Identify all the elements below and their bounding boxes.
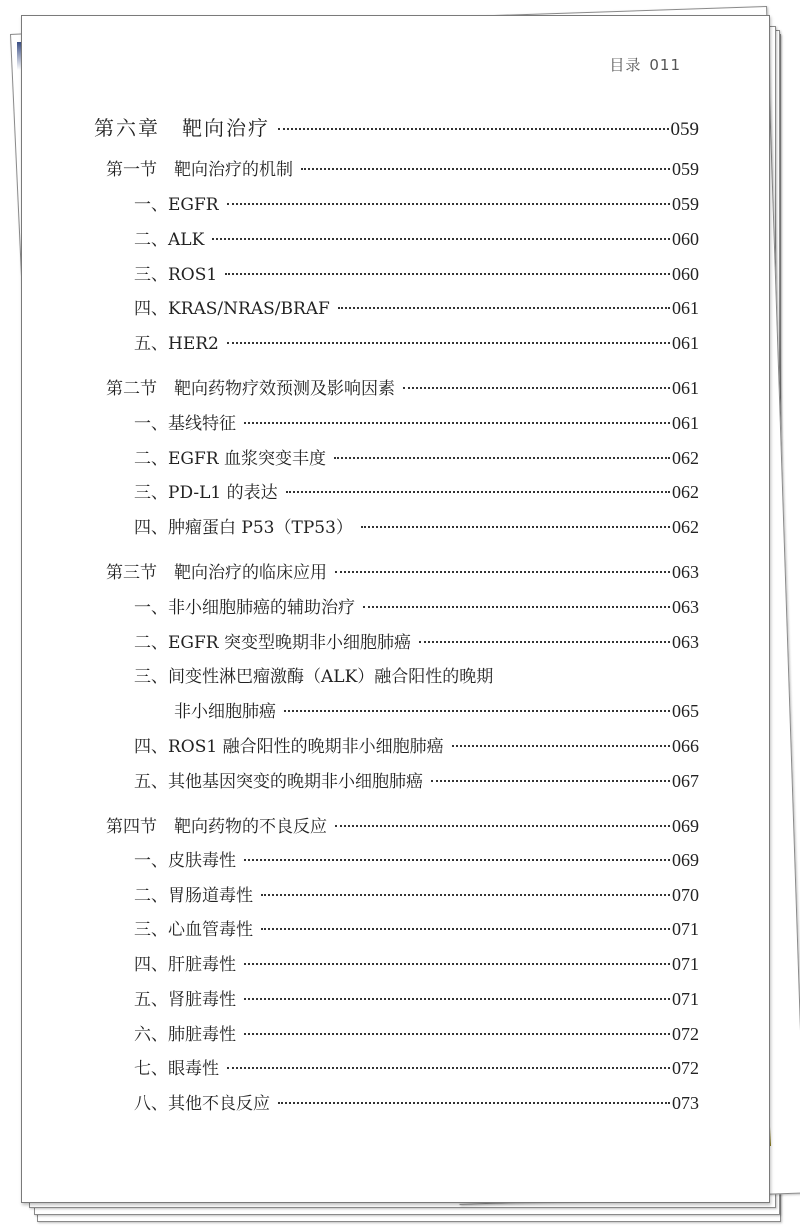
dot-leader bbox=[334, 457, 670, 459]
toc-page-number: 061 bbox=[672, 333, 699, 353]
toc-entry-title: 五、HER2 bbox=[134, 334, 219, 354]
toc-item[interactable] bbox=[134, 768, 699, 794]
toc-entry-title: 五、肾脏毒性 bbox=[134, 990, 236, 1010]
toc-chapter-title: 第六章 靶向治疗 bbox=[94, 116, 270, 140]
toc-entry-title: 三、心血管毒性 bbox=[134, 920, 253, 940]
toc-entry-title: 第二节 靶向药物疗效预测及影响因素 bbox=[106, 379, 395, 399]
toc-entry-title: 二、ALK bbox=[134, 230, 205, 250]
toc-page-number: 060 bbox=[672, 264, 699, 284]
dot-leader bbox=[335, 825, 670, 827]
toc-entry-title: 七、眼毒性 bbox=[134, 1059, 219, 1079]
toc-item[interactable] bbox=[134, 664, 493, 690]
toc-entry-title: 八、其他不良反应 bbox=[134, 1094, 270, 1114]
toc-item[interactable] bbox=[134, 594, 699, 620]
dot-leader bbox=[452, 745, 670, 747]
toc-page-number: 059 bbox=[670, 119, 699, 140]
dot-leader bbox=[335, 571, 670, 573]
toc-page-number: 070 bbox=[672, 885, 699, 905]
toc-item[interactable] bbox=[134, 1055, 699, 1081]
toc-page-number: 061 bbox=[672, 413, 699, 433]
toc-item[interactable] bbox=[134, 191, 699, 217]
dot-leader bbox=[403, 387, 670, 389]
dot-leader bbox=[244, 422, 670, 424]
toc-item[interactable] bbox=[134, 847, 699, 873]
toc-entry-title: 一、非小细胞肺癌的辅助治疗 bbox=[134, 598, 355, 618]
toc-page-number: 059 bbox=[672, 194, 699, 214]
dot-leader bbox=[244, 998, 670, 1000]
toc-page-number: 065 bbox=[672, 701, 699, 721]
toc-item[interactable] bbox=[134, 951, 699, 977]
toc-page-number: 063 bbox=[672, 597, 699, 617]
toc-page-number: 071 bbox=[672, 989, 699, 1009]
dot-leader bbox=[227, 1067, 670, 1069]
toc-entry-title: 第三节 靶向治疗的临床应用 bbox=[106, 563, 327, 583]
toc-entry-title: 三、PD-L1 的表达 bbox=[134, 483, 278, 503]
toc-item[interactable] bbox=[134, 1090, 699, 1116]
toc-item[interactable] bbox=[134, 1021, 699, 1047]
toc-entry-title: 五、其他基因突变的晚期非小细胞肺癌 bbox=[134, 772, 423, 792]
toc-entry-title: 二、EGFR 血浆突变丰度 bbox=[134, 449, 326, 469]
dot-leader bbox=[301, 168, 670, 170]
toc-page-number: 062 bbox=[672, 517, 699, 537]
toc-page-number: 072 bbox=[672, 1024, 699, 1044]
toc-entry-title: 三、ROS1 bbox=[134, 265, 218, 285]
dot-leader bbox=[431, 780, 670, 782]
dot-leader bbox=[361, 526, 670, 528]
toc-page-number: 071 bbox=[672, 919, 699, 939]
toc-item[interactable] bbox=[134, 445, 699, 471]
toc-item-continuation[interactable] bbox=[174, 698, 699, 724]
toc-page-number: 072 bbox=[672, 1058, 699, 1078]
toc-page-number: 059 bbox=[672, 159, 699, 179]
running-head bbox=[609, 54, 681, 75]
toc-entry-title: 四、肿瘤蛋白 P53（TP53） bbox=[134, 518, 353, 538]
toc-entry-title: 四、KRAS/NRAS/BRAF bbox=[134, 299, 330, 319]
running-head-page-number: 011 bbox=[649, 56, 681, 74]
toc-section[interactable] bbox=[106, 375, 699, 401]
toc-page-number: 071 bbox=[672, 954, 699, 974]
toc-page-number: 061 bbox=[672, 298, 699, 318]
toc-page-number: 063 bbox=[672, 632, 699, 652]
dot-leader bbox=[278, 1102, 670, 1104]
toc-page-number: 062 bbox=[672, 448, 699, 468]
toc-item[interactable] bbox=[134, 479, 699, 505]
toc-item[interactable] bbox=[134, 986, 699, 1012]
dot-leader bbox=[363, 606, 670, 608]
toc-page-number: 066 bbox=[672, 736, 699, 756]
dot-leader bbox=[284, 710, 670, 712]
toc-entry-title: 三、间变性淋巴瘤激酶（ALK）融合阳性的晚期 bbox=[134, 667, 494, 687]
dot-leader bbox=[261, 894, 670, 896]
toc-page-number: 069 bbox=[672, 816, 699, 836]
toc-entry-title: 第一节 靶向治疗的机制 bbox=[106, 160, 293, 180]
toc-page-number: 067 bbox=[672, 771, 699, 791]
dot-leader bbox=[244, 963, 670, 965]
toc-entry-title: 一、基线特征 bbox=[134, 414, 236, 434]
dot-leader bbox=[244, 1033, 670, 1035]
toc-item[interactable] bbox=[134, 295, 699, 321]
toc-page-number: 062 bbox=[672, 482, 699, 502]
dot-leader bbox=[419, 641, 670, 643]
toc-entry-title: 二、EGFR 突变型晚期非小细胞肺癌 bbox=[134, 633, 411, 653]
dot-leader bbox=[278, 128, 669, 130]
toc-page-number: 063 bbox=[672, 562, 699, 582]
toc-entry-title: 第四节 靶向药物的不良反应 bbox=[106, 817, 327, 837]
dot-leader bbox=[244, 859, 670, 861]
toc-entry-title: 一、EGFR bbox=[134, 195, 219, 215]
toc-page-number: 061 bbox=[672, 378, 699, 398]
running-head-title: 目录 bbox=[609, 56, 642, 74]
toc-page bbox=[21, 15, 770, 1203]
toc-section[interactable] bbox=[106, 813, 699, 839]
toc-chapter[interactable] bbox=[94, 115, 699, 141]
toc-page-number: 073 bbox=[672, 1093, 699, 1113]
toc-item[interactable] bbox=[134, 261, 699, 287]
toc-entry-title: 四、ROS1 融合阳性的晚期非小细胞肺癌 bbox=[134, 737, 444, 757]
toc-item[interactable] bbox=[134, 916, 699, 942]
toc-item[interactable] bbox=[134, 226, 699, 252]
toc-item[interactable] bbox=[134, 514, 699, 540]
toc-entry-title: 四、肝脏毒性 bbox=[134, 955, 236, 975]
toc-entry-title: 非小细胞肺癌 bbox=[174, 702, 276, 722]
toc-item[interactable] bbox=[134, 410, 699, 436]
dot-leader bbox=[225, 273, 670, 275]
toc-page-number: 069 bbox=[672, 850, 699, 870]
toc-entry-title: 一、皮肤毒性 bbox=[134, 851, 236, 871]
toc-item[interactable] bbox=[134, 330, 699, 356]
toc-section[interactable] bbox=[106, 559, 699, 585]
toc-entry-title: 二、胃肠道毒性 bbox=[134, 886, 253, 906]
dot-leader bbox=[212, 238, 670, 240]
dot-leader bbox=[286, 491, 670, 493]
dot-leader bbox=[227, 342, 670, 344]
dot-leader bbox=[227, 203, 670, 205]
toc-item[interactable] bbox=[134, 629, 699, 655]
dot-leader bbox=[261, 928, 670, 930]
toc-item[interactable] bbox=[134, 882, 699, 908]
toc-entry-title: 六、肺脏毒性 bbox=[134, 1025, 236, 1045]
toc-page-number: 060 bbox=[672, 229, 699, 249]
toc-section[interactable] bbox=[106, 156, 699, 182]
dot-leader bbox=[338, 307, 670, 309]
toc-item[interactable] bbox=[134, 733, 699, 759]
